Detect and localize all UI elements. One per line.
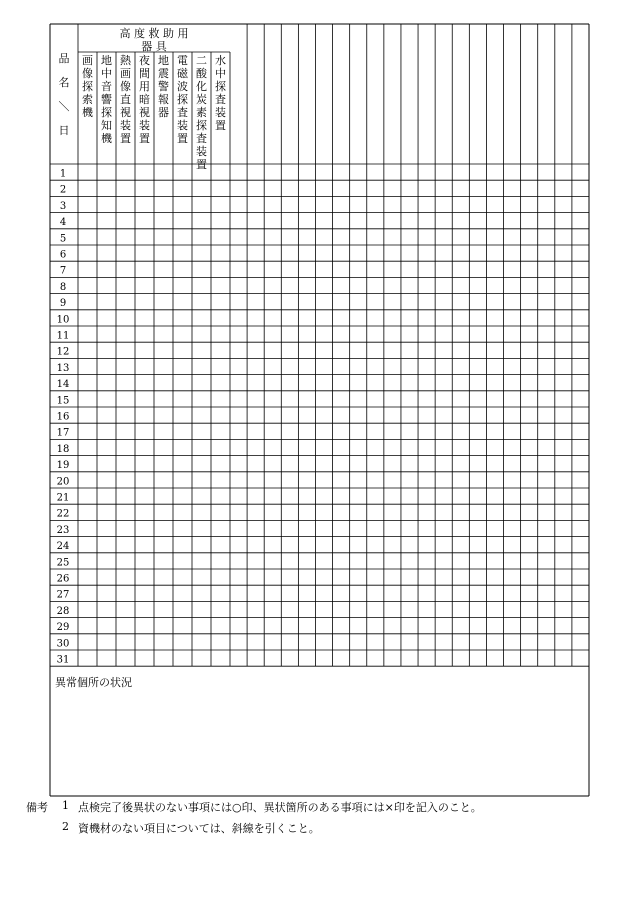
equipment-col-6-char-7: 置 bbox=[177, 132, 188, 145]
equipment-col-7-char-3: 化 bbox=[196, 80, 207, 93]
equipment-col-2-char-3: 音 bbox=[101, 80, 112, 93]
equipment-col-7-char-6: 探 bbox=[196, 119, 207, 132]
day-number-5: 5 bbox=[59, 233, 67, 245]
day-number-22: 22 bbox=[56, 508, 70, 520]
remark-2-text: 資機材のない項目については、斜線を引くこと。 bbox=[78, 822, 320, 835]
day-number-20: 20 bbox=[56, 476, 70, 488]
equipment-col-2-char-6: 知 bbox=[101, 119, 112, 132]
remark-2-number: 2 bbox=[62, 820, 69, 833]
equipment-col-5-char-2: 震 bbox=[158, 67, 169, 80]
day-number-8: 8 bbox=[59, 281, 67, 293]
equipment-col-6-char-4: 探 bbox=[177, 93, 188, 106]
day-number-30: 30 bbox=[56, 638, 70, 650]
equipment-col-1-char-4: 索 bbox=[82, 93, 93, 106]
equipment-col-2-char-2: 中 bbox=[101, 67, 112, 80]
equipment-col-5-char-3: 警 bbox=[158, 80, 169, 93]
equipment-col-4-char-5: 視 bbox=[139, 106, 150, 119]
equipment-col-3-char-1: 熱 bbox=[120, 54, 131, 67]
remark-1-number: 1 bbox=[62, 799, 69, 812]
day-number-10: 10 bbox=[56, 314, 70, 326]
equipment-col-8-char-4: 査 bbox=[215, 93, 226, 106]
day-number-18: 18 bbox=[56, 443, 70, 455]
day-number-28: 28 bbox=[56, 605, 70, 617]
equipment-col-4-char-7: 置 bbox=[139, 132, 150, 145]
day-number-9: 9 bbox=[59, 298, 67, 310]
day-number-2: 2 bbox=[59, 184, 67, 196]
equipment-col-8-char-1: 水 bbox=[215, 54, 226, 67]
day-number-13: 13 bbox=[56, 362, 70, 374]
equipment-col-5-char-1: 地 bbox=[158, 54, 169, 67]
equipment-col-1-char-1: 画 bbox=[82, 54, 93, 67]
group-header-line1: 高 度 救 助 用 bbox=[119, 27, 189, 40]
equipment-col-7-char-4: 炭 bbox=[196, 93, 207, 106]
equipment-col-2-char-5: 探 bbox=[101, 106, 112, 119]
equipment-col-7-char-5: 素 bbox=[196, 106, 207, 119]
day-number-17: 17 bbox=[56, 427, 70, 439]
equipment-col-6-char-6: 装 bbox=[177, 119, 188, 132]
anomaly-label: 異常個所の状況 bbox=[55, 676, 132, 689]
equipment-col-1-char-3: 探 bbox=[82, 80, 93, 93]
equipment-col-3-char-3: 像 bbox=[120, 80, 131, 93]
equipment-col-8-char-2: 中 bbox=[215, 67, 226, 80]
day-number-16: 16 bbox=[56, 411, 70, 423]
equipment-col-1-char-5: 機 bbox=[82, 106, 93, 119]
equipment-col-7-char-2: 酸 bbox=[196, 67, 207, 80]
equipment-col-7-char-7: 査 bbox=[196, 132, 207, 145]
day-number-3: 3 bbox=[59, 200, 67, 212]
equipment-col-7-char-8: 装 bbox=[196, 145, 207, 158]
corner-label-char-2: 名 bbox=[58, 76, 70, 89]
day-number-23: 23 bbox=[56, 524, 70, 536]
remarks-label: 備考 bbox=[26, 801, 48, 814]
equipment-col-2-char-7: 機 bbox=[101, 132, 112, 145]
equipment-col-4-char-2: 間 bbox=[139, 67, 150, 80]
day-number-29: 29 bbox=[56, 622, 70, 634]
equipment-col-6-char-5: 査 bbox=[177, 106, 188, 119]
corner-label-char-4: 日 bbox=[58, 124, 70, 137]
equipment-col-1-char-2: 像 bbox=[82, 67, 93, 80]
remark-1-text: 点検完了後異状のない事項には○印、異状箇所のある事項には×印を記入のこと。 bbox=[78, 801, 482, 814]
day-number-24: 24 bbox=[56, 541, 70, 553]
equipment-col-7-char-9: 置 bbox=[196, 158, 207, 171]
equipment-col-5-char-4: 報 bbox=[158, 93, 169, 106]
corner-label-char-3: ＼ bbox=[58, 100, 70, 113]
equipment-col-3-char-5: 視 bbox=[120, 106, 131, 119]
group-header-line2: 器 具 bbox=[141, 40, 167, 53]
day-number-11: 11 bbox=[56, 330, 70, 342]
equipment-col-8-char-5: 装 bbox=[215, 106, 226, 119]
day-number-31: 31 bbox=[56, 654, 70, 666]
day-number-1: 1 bbox=[59, 168, 67, 180]
equipment-col-3-char-7: 置 bbox=[120, 132, 131, 145]
day-number-21: 21 bbox=[56, 492, 70, 504]
day-number-26: 26 bbox=[56, 573, 70, 585]
day-number-19: 19 bbox=[56, 460, 70, 472]
equipment-col-4-char-3: 用 bbox=[139, 80, 150, 93]
day-number-6: 6 bbox=[59, 249, 67, 261]
day-number-12: 12 bbox=[56, 346, 70, 358]
equipment-col-6-char-1: 電 bbox=[177, 54, 188, 67]
corner-label-char-1: 品 bbox=[58, 52, 70, 65]
equipment-col-6-char-2: 磁 bbox=[177, 67, 188, 80]
equipment-col-4-char-4: 暗 bbox=[139, 93, 150, 106]
day-number-7: 7 bbox=[59, 265, 67, 277]
day-number-15: 15 bbox=[56, 395, 70, 407]
equipment-col-3-char-2: 画 bbox=[120, 67, 131, 80]
equipment-col-8-char-3: 探 bbox=[215, 80, 226, 93]
equipment-col-6-char-3: 波 bbox=[177, 80, 188, 93]
equipment-col-3-char-6: 装 bbox=[120, 119, 131, 132]
equipment-col-5-char-5: 器 bbox=[158, 106, 169, 119]
equipment-col-8-char-6: 置 bbox=[215, 119, 226, 132]
equipment-col-4-char-1: 夜 bbox=[139, 54, 150, 67]
day-number-14: 14 bbox=[56, 379, 70, 391]
day-number-4: 4 bbox=[59, 217, 67, 229]
day-number-27: 27 bbox=[56, 589, 70, 601]
equipment-col-4-char-6: 装 bbox=[139, 119, 150, 132]
day-number-25: 25 bbox=[56, 557, 70, 569]
equipment-col-2-char-4: 響 bbox=[101, 93, 112, 106]
equipment-col-2-char-1: 地 bbox=[101, 54, 112, 67]
equipment-col-7-char-1: 二 bbox=[196, 54, 207, 67]
equipment-col-3-char-4: 直 bbox=[120, 93, 131, 106]
